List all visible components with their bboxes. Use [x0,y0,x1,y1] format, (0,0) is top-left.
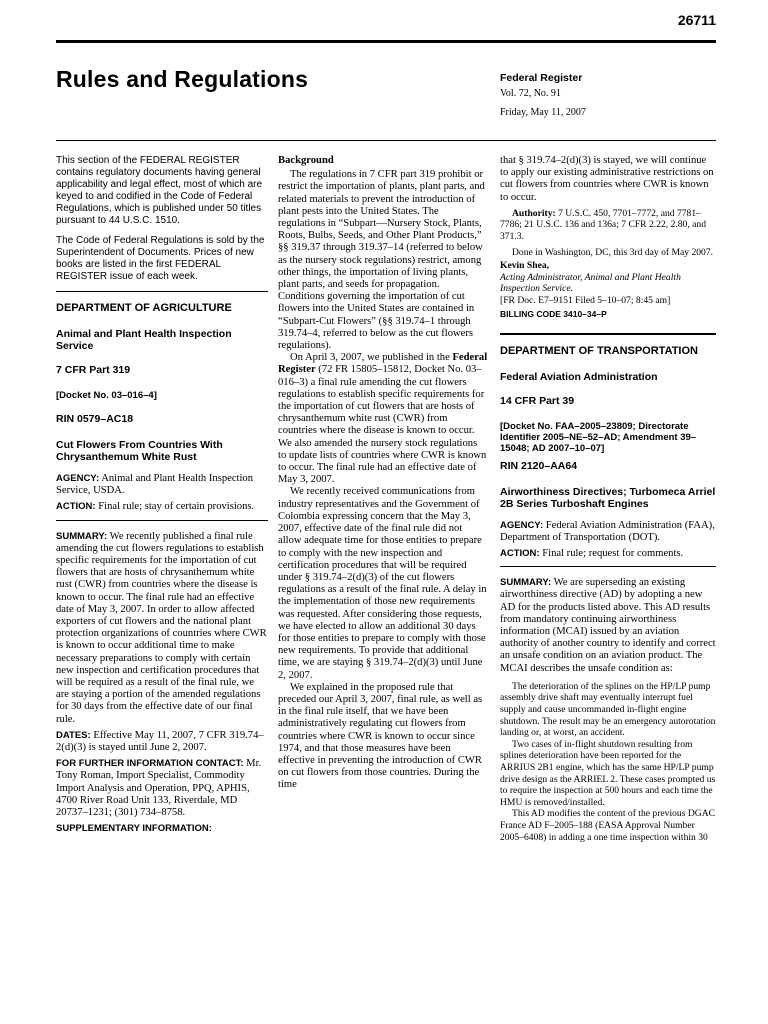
agency-heading: Animal and Plant Health Inspection Service [56,328,232,352]
field-text: Federal Aviation Administration (FAA), Department of Transportation (DOT). [500,519,715,543]
text-run: (72 FR 15805–15812, Docket No. 03–016–3) a final rule amending the cut flowers regulations to establish specific requirements for the importation of cut flowers that are hosts of chrysanthemum white rust (CWR) from countries where the disease is known to occur. We also amended the nursery stock regulations to update lists of countries where CWR is known to occur. The final rule had an effective date of May 3, 2007. [278,364,487,486]
rin-number: RIN 0579–AC18 [56,413,134,425]
billing-code: BILLING CODE 3410–34–P [500,308,607,319]
field-label: AGENCY: [56,473,100,484]
header-divider [56,140,716,141]
cfr-part: 7 CFR Part 319 [56,364,131,376]
field-label: Authority: [512,207,556,219]
agency-field [500,520,716,544]
field-text: Final rule; request for comments. [542,547,684,559]
authority-field [500,208,716,243]
body-paragraph: We recently received communications from industry representatives and the Government of Colombia expressing concern that the May 3, 2007, effective date of the final rule did not allow adequate time for those entities to prepare to comply with the new inspection and certification procedures that will be required under § 319.74–2(d)(3) of the cut flowers regulations as a result of the final rule. A delay in the implementation of those new requirements was requested. After considering those requests, we have elected to allow an additional 30 days for those entities to prepare to comply with those new requirements. To provide that additional time, we are staying § 319.74–2(d)(3) until June 2, 2007. [278,486,487,681]
field-label: DATES: [56,729,91,741]
field-label: FOR FURTHER INFORMATION CONTACT: [56,758,244,770]
field-label: SUPPLEMENTARY INFORMATION: [56,823,212,835]
fr-doc-line: [FR Doc. E7–9151 Filed 5–10–07; 8:45 am] [500,294,671,306]
docket-number: [Docket No. 03–016–4] [56,390,157,401]
rule-title: Cut Flowers From Countries With Chrysanthemum White Rust [56,439,223,463]
text-run-bold: Federal Register [278,352,488,376]
intro-paragraph: This section of the FEDERAL REGISTER contains regulatory documents having general applicability and legal effect, most of which are keyed to and codified in the Code of Federal Regulations, which is published under 50 titles pursuant to 44 U.S.C. 1510. [56,155,263,226]
field-label: AGENCY: [500,519,544,531]
signer-name: Kevin Shea, [500,260,550,272]
action-field [500,548,716,560]
body-paragraph: We explained in the proposed rule that preceded our April 3, 2007, final rule, as well as in the final rule itself, that we have been administratively regulating cut flowers from countries where CWR is known to occur since 1974, and that those measures have been effective in preventing the introduction of CWR on cut flowers from those countries. During the time [278,681,483,791]
divider [56,520,268,521]
summary-field [500,577,716,675]
field-text: Effective May 11, 2007, 7 CFR 319.74–2(d)(3) is stayed until June 2, 2007. [56,729,264,754]
text-run: On April 3, 2007, we published in the [290,352,453,364]
page-number: 26711 [677,12,716,28]
register-date: Friday, May 11, 2007 [500,107,586,118]
action-field [56,501,268,513]
intro-paragraph: The Code of Federal Regulations is sold by the Superintendent of Documents. Prices of new books are listed in the first FEDERAL REGISTER issue of each week. [56,235,265,282]
register-volume: Vol. 72, No. 91 [500,88,561,99]
field-text: Final rule; stay of certain provisions. [98,501,255,513]
contact-field [56,758,268,819]
done-line: Done in Washington, DC, this 3rd day of May 2007. [512,246,714,258]
header-rule [56,40,716,43]
agency-heading: Federal Aviation Administration [500,370,658,383]
field-text: 7 U.S.C. 450, 7701–7772, and 7781–7786; 21 U.S.C. 136 and 136a; 7 CFR 2.22, 2.80, and 371.3. [500,207,707,242]
register-info [500,72,720,122]
body-paragraph: that § 319.74–2(d)(3) is stayed, we will continue to apply our existing administrative restrictions on cut flowers from countries where CWR is known to occur. [500,155,714,203]
supplementary-label [56,823,268,835]
section-title: Rules and Regulations [56,66,309,92]
signer-title: Acting Administrator, Animal and Plant Health Inspection Service. [500,271,681,295]
dates-field [56,730,268,754]
divider [500,333,716,335]
body-paragraph [278,352,488,486]
cfr-part: 14 CFR Part 39 [500,394,575,407]
field-text: We recently published a final rule amending the cut flowers regulations to establish specific requirements for the importation of cut flowers that are hosts of chrysanthemum white rust (CWR) from countries where the disease is known to occur. The final rule had an effective date of May 3, 2007. In order to allow affected exporters of cut flowers and the national plant protection organizations of countries where CWR is known to occur additional time to make necessary preparations to comply with certain new inspection and certification procedures that will be required as a result of the final rule, we are staying a portion of the amended regulations for 30 days from the effective date of our final rule. [56,530,267,725]
rin-number: RIN 2120–AA64 [500,459,578,472]
column-2 [278,155,488,792]
background-heading: Background [278,155,334,166]
column-3 [500,155,716,843]
quoted-paragraph: This AD modifies the content of the previous DGAC France AD F–2005–188 (EASA Approval Number 2005–6408) in adding a one time inspection within 30 [500,808,716,843]
field-label: ACTION: [500,547,540,559]
divider [56,291,268,292]
department-heading: DEPARTMENT OF AGRICULTURE [56,302,232,314]
quoted-paragraph: The deterioration of the splines on the HP/LP pump assembly drive shaft may eventually interrupt fuel supply and cause uncommanded in-flight engine shutdown. The result may be an emergency autorotation landing or, at worst, an accident. [500,680,716,739]
register-name: Federal Register [500,72,583,84]
summary-field [56,531,268,726]
intro-notice [56,155,268,283]
column-1 [56,155,268,839]
field-label: ACTION: [56,501,96,513]
field-text: We are superseding an existing airworthiness directive (AD) by adopting a new AD for the products listed above. This AD results from mandatory continuing airworthiness information (MCAI) issued by an aviation authority of another country to identify and correct an unsafe condition on an aviation product. The MCAI describes the unsafe condition as: [500,577,716,674]
body-paragraph: The regulations in 7 CFR part 319 prohibit or restrict the importation of plants, plant parts, and related materials to prevent the introduction of plant pests into the United States. The regulations in “Subpart—Nursery Stock, Plants, Roots, Bulbs, Seeds, and Other Plant Products,” §§ 319.37 through 319.37–14 (referred to below as the nursery stock regulations) restrict, among other things, the importation of living plants, plant parts, and seeds for propagation. Conditions governing the importation of cut flowers into the United States are contained in “Subpart-Cut Flowers” (§§ 319.74–1 through 319.74–4, referred to below as the cut flowers regulations). [278,169,485,352]
field-label: SUMMARY: [500,577,552,589]
field-text: Mr. Tony Roman, Import Specialist, Commodity Import Analysis and Operation, PPQ, APHIS, 4700 River Road Unit 133, Riverdale, MD 20737–1231; (301) 734–8758. [56,758,262,819]
field-text: Animal and Plant Health Inspection Service, USDA. [56,473,253,497]
docket-number: [Docket No. FAA–2005–23809; Directorate Identifier 2005–NE–52–AD; Amendment 39–15048; AD 2007–10–07] [500,420,697,454]
department-heading: DEPARTMENT OF TRANSPORTATION [500,344,698,357]
agency-field [56,473,268,497]
quoted-paragraph: Two cases of in-flight shutdown resulting from splines deterioration have been reported for the ARRIUS 2B1 engine, which has the same HP/LP pump drive design as the ARRIEL 2. These cases prompted us to require the inspection at 500 hours and each time the HMU is removed/installed. [500,738,716,808]
rule-title: Airworthiness Directives; Turbomeca Arriel 2B Series Turboshaft Engines [500,485,716,510]
divider [500,566,716,567]
field-label: SUMMARY: [56,530,108,542]
